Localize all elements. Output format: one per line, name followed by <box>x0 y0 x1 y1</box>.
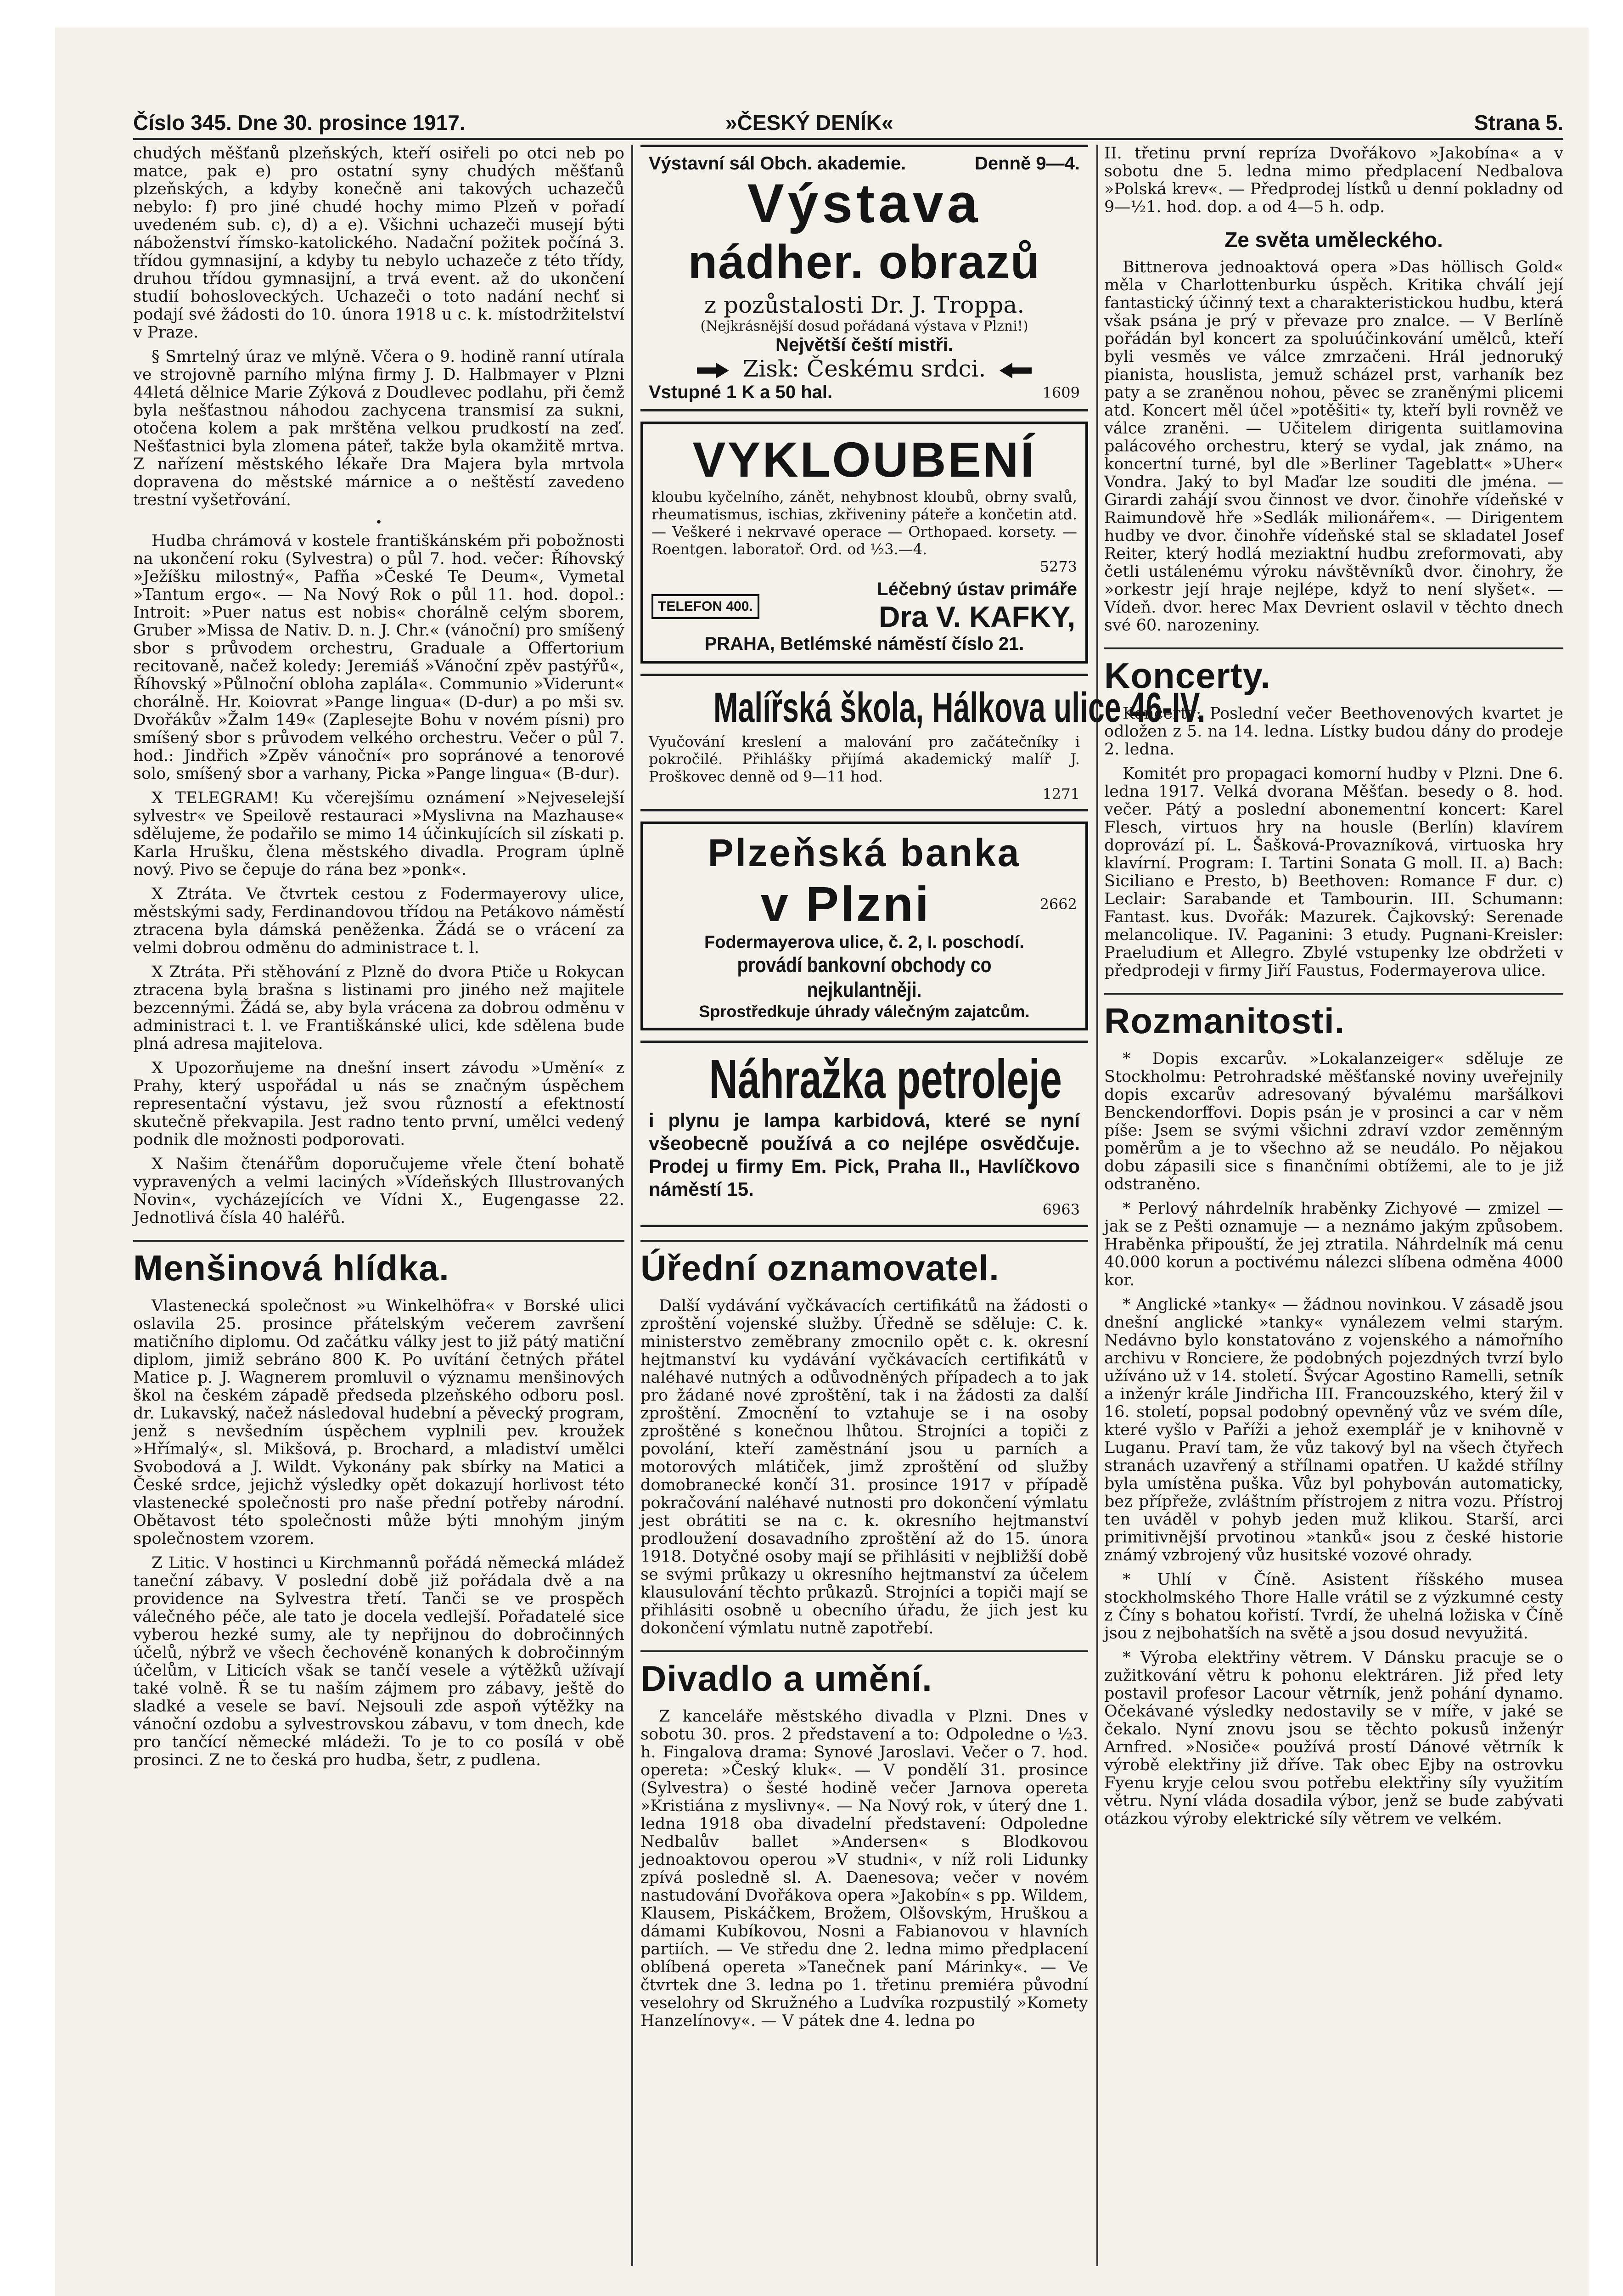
section-heading: Menšinová hlídka. <box>133 1240 624 1289</box>
column-divider <box>631 145 633 2266</box>
ad-line: provádí bankovní obchody co nejkulantněji. <box>737 953 992 1002</box>
article-paragraph: X Našim čtenářům doporučujeme vřele čtení bohatě vypravených a velmi laciných »Vídeňských Illustrovaných Novin«, vycházejících ve Vídni X., Eugengasse 22. Jednotlivá čísla 40 haléřů. <box>133 1155 624 1227</box>
newspaper-page <box>55 28 1589 2296</box>
ad-bank <box>640 822 1088 1030</box>
column-3 <box>1104 145 1563 2285</box>
separator: • <box>375 516 382 529</box>
ad-hours: Denně 9—4. <box>975 153 1080 174</box>
section-heading: Divadlo a umění. <box>640 1650 1088 1699</box>
ad-line: Zisk: Českému srdci. <box>742 355 986 382</box>
pointing-hand-icon <box>697 363 729 378</box>
article-paragraph: X Upozorňujeme na dnešní insert závodu »Umění« z Prahy, který uspořádal u nás se značným úspěchem representační výstavu, jež svou růzností a efektností skutečně překvapila. Jest radno tento první, umělci vedený podnik dle možnosti podporovati. <box>133 1059 624 1149</box>
article-paragraph: Komitét pro propagaci komorní hudby v Plzni. Dne 6. ledna 1917. Velká dvorana Měšťan. besedy o 8. hod. večer. Pátý a poslední abonementní koncert: Karel Flesch, virtuos hry na housle (Berlín) klavírem doprovází pí. L. Šašková-Provazníková, virtuoska hry klavírní. Program: I. Tartini Sonata G moll. II. a) Bach: Siciliano e Presto, b) Beethoven: Romance F dur. c) Leclair: Sarabande et Tambourin. III. Schumann: Fantast. kus. Dvořák: Mazurek. Čajkovský: Serenade melancolique. IV. Paganini: 3 etudy. Pugnani-Kreisler: Praeludium et Allegro. Zbylé vstupenky lze obdržeti v předprodeji v firmy Jiří Faustus, Fodermayerova ulice. <box>1104 765 1563 980</box>
ad-price: Vstupné 1 K a 50 hal. <box>649 382 833 402</box>
article-paragraph: Koncerty: Poslední večer Beethovenových kvartet je odložen z 5. na 14. ledna. Lístky budou dány do prodeje 2. ledna. <box>1104 704 1563 759</box>
ad-text: kloubu kyčelního, zánět, nehybnost kloubů, obrny svalů, rheumatismus, ischias, zkřiveniny páteře a končetin atd. — Veškeré i nekrvavé operace — Orthopaed. korsety. — Roentgen. laboratoř. Ord. od ½3.—4. <box>651 488 1077 558</box>
article-paragraph: Další vydávání vyčkávacích certifikátů na žádosti o zproštění vojenské služby. Úředně se sděluje: C. k. ministerstvo zeměbrany zmocnilo opět c. k. okresní hejtmanství ku vydávání vyčkávacích certifikátů v naléhavé nutných a odůvodněných případech a to jak pro žádané nové zproštění, tak i na žádosti za další zproštění. Zmocnění to vztahuje se i na osoby zproštěné s konečnou lhůtou. Strojníci a topiči z povolání, kteří zaměstnání jsou u parních a motorových mlátiček, jimž zproštění od služby domobranecké končí 31. prosince 1917 v případě pokračování naléhavé nutnosti pro dokončení výmlatu jest obrátiti se na c. k. okresního hejtmanství prodloužení dosavadního zproštění až do 15. února 1918. Dotyčné osoby mají se přihlásiti v nejbližší době se svými průkazy u okresního hejtmanství za účelem klausulování těchto průkazů. Strojníci a topiči mají se přihlásiti osobně u obecního úřadu, že jich jest ku dokončení výmlatu nutně zapotřebí. <box>640 1297 1088 1638</box>
column-divider <box>1096 145 1098 2266</box>
section-heading: Úřední oznamovatel. <box>640 1240 1088 1289</box>
ad-number: 6963 <box>1042 1201 1080 1218</box>
ad-number: 1271 <box>1042 785 1080 803</box>
ad-title: Plzeňská banka <box>708 831 1021 874</box>
ad-title-2: nádher. obrazů <box>688 236 1041 289</box>
section-heading: Koncerty. <box>1104 647 1563 697</box>
article-paragraph: * Výroba elektřiny větrem. V Dánsku pracuje se o zužitkování větru k pohonu elektráren. Již před lety postavil profesor Lacour větrník, jenž pohání dynamo. Očekávané výsledky nedostavily se v míře, v jaké se čekalo. Nyní znovu jsou se těchto pokusů inženýr Arnfred. »Nosiče« používá prostí Dánové větrník k výrobě elektřiny již dříve. Tak obec Ejby na ostrovku Fyenu kryje celou svou potřebu elektřiny síly využitím větru. Nyní vláda dosadila výbor, jenž se bude zabývati otázkou výroby elektrické síly větrem ve velkém. <box>1104 1649 1563 1828</box>
issue-info: Číslo 345. Dne 30. prosince 1917. <box>133 111 466 135</box>
ad-phone: TELEFON 400. <box>651 594 759 619</box>
article-paragraph: Vlastenecká společnost »u Winkelhöfra« v Borské ulici oslavila 25. prosince přátelským večerem završení matičního diplomu. Od začátku války jest to již pátý matiční diplom, jimiž sebráno 800 K. Po uvítání četných přátel Matice p. J. Wagnerem promluvil o významu menšinových škol na českém západě předseda plzeňského odboru posl. dr. Lukavský, načež následoval hudební a pěvecký program, jenž s nevšedním úspěchem vyplnili pev. kroužek »Hřímalý«, sl. Mikšová, p. Brochard, a mladiství umělci Svobodová a J. Wildt. Vykonány pak sbírky na Matici a České srdce, jejichž výsledky opět dokazují horlivost této vlastenecké společnosti pro naše přední potřeby národní. Obětavost této společnosti může býti mnohým jiným společnostem vzorem. <box>133 1297 624 1548</box>
ad-line: Sprostředkuje úhrady válečným zajatcům. <box>699 1002 1030 1021</box>
ad-title: Malířská škola, Hálkova ulice 46-IV. <box>713 684 1206 731</box>
article-paragraph: * Perlový náhrdelník hraběnky Zichyové — zmizel — jak se z Pešti oznamuje — a neznámo jakým způsobem. Hraběnka připouští, že jej ztratila. Náhrdelník má cenu 40.000 korun a poctivému nálezci slíbena odměna 4000 kor. <box>1104 1199 1563 1289</box>
ad-carbide-lamp <box>640 1041 1088 1227</box>
masthead-title: »ČESKÝ DENÍK« <box>725 111 893 135</box>
ad-number: 1609 <box>1042 383 1080 401</box>
ad-clinic <box>640 422 1088 664</box>
article-paragraph: X Ztráta. Při stěhování z Plzně do dvora Ptiče u Rokycan ztracena byla brašna s listinami pro jiného než majitele bezcennými. Žádá se, aby byla vrácena za dobrou odměnu v administraci t. l. ve Františkánské ulici, kde sdělena bude plná adresa majitelova. <box>133 963 624 1053</box>
subsection-heading: Ze světa uměleckého. <box>1224 228 1443 252</box>
ad-address: PRAHA, Betlémské náměstí číslo 21. <box>704 634 1024 654</box>
ad-venue: Výstavní sál Obch. akademie. <box>649 153 906 174</box>
article-paragraph: Bittnerova jednoaktová opera »Das höllisch Gold« měla v Charlottenburku úspěch. Kritika chválí její fantastický účinný text a charakteristickou hudbu, která však psána je prý v převaze pro znalce. — V Berlíně pořádán byl koncert za spoluúčinkování umělců, kteří byli vesměs ve válce zmrzačeni. Hrál jednoruký pianista, houslista, jemuž scházel prst, varhaník bez paty a se zraněnou nohou, pěvec se zraněnými plicemi atd. Koncert měl účel »potěšiti« ty, kteří byli rovněž ve válce zraněni. — Učitelem dirigenta suitlamovina palácového orchestru, který se vydal, jak známo, na koncertní turné, byl dle »Berliner Tageblatt« »Uher« Vondra. Jaký to byl Maďar lze souditi dle jména. — Girardi zahájí svou činnost ve dvor. činohře vídeňské v Raimundově hře »Sedlák milionářem«. — Dirigentem hudby ve dvor. činohře vídeňské stal se skladatel Josef Reiter, který hodlá meziaktní hudbu zreformovati, aby četli ustálenému výroku návštěvníků dvor. činohry, že »orkestr její hraje nejlépe, když to není slyšet«. — Vídeň. dvor. herec Max Devrient oslavil v těchto dnech své 60. narozeniny. <box>1104 258 1563 635</box>
article-paragraph: II. třetinu první repríza Dvořákovo »Jakobína« a v sobotu dne 5. ledna mimo předplacení Nedbalova »Polská krev«. — Předprodej lístků u denní pokladny od 9—½1. hod. dop. a od 4—5 h. odp. <box>1104 144 1563 216</box>
section-heading: Rozmanitosti. <box>1104 993 1563 1042</box>
article-paragraph: * Uhlí v Číně. Asistent říšského musea stockholmského Thore Halle vrátil se z výzkumné cesty z Číny s bohatou kořistí. Tvrdí, že uhelná ložiska v Číně jsou z nejbohatších na světě a jsou dosud nevyužitá. <box>1104 1570 1563 1643</box>
article-paragraph: X TELEGRAM! Ku včerejšímu oznámení »Nejveselejší sylvestr« ve Speilově restauraci »Myslivna na Mazhause« sdělujeme, že podařilo se mimo 14 účinkujících sil získati p. Karla Hrušku, člena městského divadla. Program úplně nový. Pivo se čepuje do rána bez »ponk«. <box>133 789 624 879</box>
ad-text: Vyučování kreslení a malování pro začátečníky i pokročilé. Přihlášky přijímá akademický malíř J. Proškovec denně od 9—11 hod. <box>649 733 1080 785</box>
ad-painting-school <box>640 674 1206 811</box>
article-paragraph: * Anglické »tanky« — žádnou novinkou. V zásadě jsou dnešní anglické »tanky« vynálezem velmi starým. Nedávno bylo konstatováno z vojenského a námořního archivu v Ronciere, že podobných pojezdných tvrzí bylo užíváno už v 14. století. Švýcar Agostino Ramelli, setník a inženýr krále Jindřicha III. Francouzského, který žil v 16. století, popsal podobný opevněný vůz ve svém díle, které vyšlo v Paříži a jehož exemplář je v knihovně v Luganu. Praví tam, že vůz takový byl na všech čtyřech stranách uzavřený a střílnami opatřen. U každé střílny byla umístěna puška. Vůz byl pohybován automaticky, bez přípřeže, zvláštním přístrojem z nitra vozu. Přístroj ten uváděl v pohyb jeden muž klikou. Starší, arci primitivnější prvotinou »tanků« jsou z české historie známý vzbrojený vůz husitské vozové ohrady. <box>1104 1295 1563 1564</box>
ad-number: 5273 <box>1039 558 1077 575</box>
article-paragraph: * Dopis excarův. »Lokalanzeiger« sděluje ze Stockholmu: Petrohradské měšťanské noviny uveřejnily dopis excarův adresovaný bývalému maršálkovi Benckendorffovi. Dopis psán je v prosinci a car v něm píše: Jsem se svými všichni zdraví vzdor zeměnným poměrům a je to všechno až se neudálo. Po nějakou dobu zápasili sice s finančními obtížemi, ale to je již odstraněno. <box>1104 1050 1563 1193</box>
ad-address: Fodermayerova ulice, č. 2, I. poschodí. <box>704 933 1024 952</box>
header-rule <box>133 138 1563 140</box>
page-number: Strana 5. <box>1474 111 1563 135</box>
ad-line: Největší čeští mistři. <box>775 335 953 355</box>
article-paragraph: § Smrtelný úraz ve mlýně. Včera o 9. hodině ranní utírala ve strojovně parního mlýna firmy J. D. Halbmayer v Plzni 44letá dělnice Marie Zýková z Doudlevec podlahu, při čemž byla nešťastnou náhodou zachycena transmisí za sukni, otočena kolem a pak mrštěna velkou prudkostí na zeď. Nešťastnici byla zlomena páteř, takže byla okamžitě mrtva. Z nařízení městského lékaře Dra Majera byla mrtvola dopravena do městské márnice a o neštěstí zavedeno trestní vyšetřování. <box>133 348 624 509</box>
ad-title-2: v Plzni <box>760 876 931 932</box>
ad-line: z pozůstalosti Dr. J. Troppa. <box>704 292 1025 318</box>
article-paragraph: Hudba chrámová v kostele františkánském při pobožnosti na ukončení roku (Sylvestra) o půl 7. hod. večer: Říhovský »Ježíšku milostný«, Pafňa »České Te Deum«, Vymetal »Tantum ergo«. — Na Nový Rok o půl 11. hod. dopol.: Introit: »Puer natus est nobis« chorálně celým sborem, Gruber »Missa de Nativ. D. n. J. Chr.« (vánoční) pro smíšený sbor s průvodem orchestru, Graduale a Offertorium recitovaně, načež koledy: Jeremiáš »Vánoční zpěv pastýřů«, Říhovský »Půlnoční obloha zaplála«. Communio »Viderunt« chorálně. Hr. Koiovrat »Pange lingua« (D-dur) a po mši sv. Dvořákův »Žalm 149« (Zaplesejte Bohu v novém písni) pro smíšený sbor s průvodem velkého orchestru. Večer o půl 7. hod.: Jindřich »Zpěv vánoční« pro sopránové a tenorové solo, smíšený sbor a varhany, Picka »Pange lingua« (B-dur). <box>133 532 624 783</box>
ad-line: (Nejkrásnější dosud pořádaná výstava v Plzni!) <box>700 318 1028 334</box>
ad-doctor: Dra V. KAFKY, <box>879 600 1076 633</box>
ad-text: i plynu je lampa karbidová, které se nyní všeobecně používá a co nejlépe osvědčuje. Prodej u firmy Em. Pick, Praha II., Havlíčkovo náměstí 15. <box>649 1109 1080 1200</box>
column-1 <box>133 145 624 2285</box>
article-paragraph: Z Litic. V hostinci u Kirchmannů pořádá německá mládež taneční zábavy. V poslední době již pořádala dvě a na providence na Sylvestra třetí. Tanči se ve prospěch válečného péče, ale tato je docela vedlejší. Pořadatelé sice vyberou hezké sumy, ale ty nepřijnou do dobročinných účelů, nýbrž ve všech čechovéně konaných k dobročinným účelům, v Liticích však se tančí vesele a výtěžků užívají také volně. Ř se tu naším zájmem pro zábavy, ještě do sladké a vesele se baví. Nejsouli zde aspoň výtěžky na vánoční ozdobu a sylvestrovskou zábavu, v tom dnech, kde pro tančící německé mládeži. To je to co posílá v obě prosinci. Z ne to česká pro hudba, šetr, z pudlena. <box>133 1554 624 1769</box>
article-paragraph: Z kanceláře městského divadla v Plzni. Dnes v sobotu 30. pros. 2 představení a to: Odpoledne o ½3. h. Fingalova drama: Synové Jaroslavi. Večer o 7. hod. opereta: »Český kluk«. — V pondělí 31. prosince (Sylvestra) o šesté hodině večer Jarnova opereta »Kristiána z myslivny«. — Na Nový rok, v úterý dne 1. ledna 1918 oba divadelní představení: Odpoledne Nedbalův ballet »Andersen« s Blodkovou jednoaktovou operou »V studni«, v níž roli Lidunky zpívá posledně sl. A. Daenesova; večer v novém nastudování Dvořákova opera »Jakobín« s pp. Wildem, Klausem, Piskáčkem, Brožem, Olšovským, Hruškou a dámami Kubíkovou, Nosni a Fabianovou v hlavních partiích. — Ve středu dne 2. ledna mimo předplacení oblíbená opereta »Tanečnek paní Márinky«. — Ve čtvrtek dne 3. ledna po 1. třetinu premiéra původní veselohry od Skružného a Ludvíka rozpustilý »Komety Hanzelínovy«. — V pátek dne 4. ledna po <box>640 1707 1088 2030</box>
ad-title: Náhražka petroleje <box>709 1048 1062 1110</box>
ad-line: Léčebný ústav primáře <box>877 579 1077 599</box>
article-paragraph: X Ztráta. Ve čtvrtek cestou z Fodermayerovy ulice, městskými sady, Ferdinandovou třídou na Petákovo náměstí ztracena byla dámská peněženka. Žádá se o vrácení za velmi dobrou odměnu do administrace t. l. <box>133 885 624 957</box>
ad-number: 2662 <box>1039 895 1077 913</box>
ad-exhibition <box>640 145 1088 411</box>
pointing-hand-icon <box>1000 363 1032 378</box>
ad-title: Výstava <box>747 173 982 234</box>
ad-title: VYKLOUBENÍ <box>692 432 1036 487</box>
article-paragraph: chudých měšťanů plzeňských, kteří osiřeli po otci neb po matce, pak e) pro ostatní syny chudých měšťanů plzeňských, a kdyby konečně ani takových uchazečů nebylo: f) pro jiné chudé hochy mimo Plzeň v pořadí uvedeném sub. c), d) a e). Všichni uchazeči musejí býti náboženství římsko-katolického. Nadační požitek počíná 3. třídou gymnasijní, a kdyby tu nebylo uchazeče z této třídy, druhou třídou gymnasijní, a trvá event. až do ukončení studií bohosloveckých. Uchazeči o toto nadání nechť si podají své žádosti do 10. února 1918 u c. k. místodržitelství v Praze. <box>133 144 624 342</box>
